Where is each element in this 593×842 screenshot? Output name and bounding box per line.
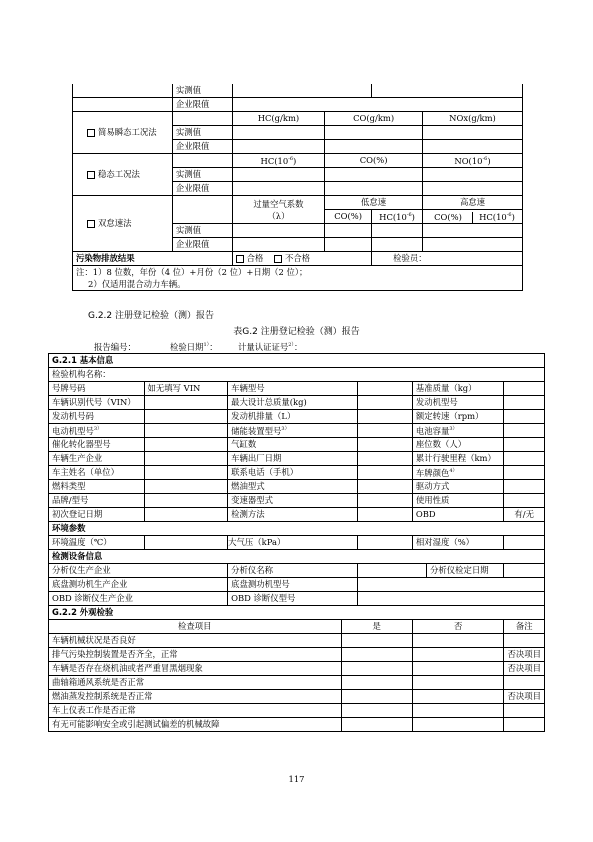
page-number: 117 xyxy=(288,774,305,784)
cert-number: 计量认证证号$^{2)}$： xyxy=(238,342,303,352)
table-row: 车辆生产企业 车辆出厂日期 累计行驶里程（km） xyxy=(49,452,545,466)
table-row: 车上仪表工作是否正常 xyxy=(49,704,545,718)
table-row: 曲轴箱通风系统是否正常 xyxy=(49,676,545,690)
table-row: 品牌/型号 变速器型式 使用性质 xyxy=(49,494,545,508)
low-idle-header: 低怠速 xyxy=(325,196,423,210)
section-title: G.2.2 注册登记检验（测）报告 xyxy=(88,311,215,321)
excess-air-header: 过量空气系数 （λ） xyxy=(232,196,325,224)
method-dual-idle: 双怠速法 xyxy=(73,196,173,252)
result-options: 合格 不合格 xyxy=(232,252,371,266)
visual-title: G.2.2 外观检验 xyxy=(49,606,545,620)
table-row: 有无可能影响安全或引起测试偏差的机械故障 xyxy=(49,718,545,732)
col-co-pct: CO(%) xyxy=(325,154,423,168)
table-notes: 注：1）8 位数，年份（4 位）+月份（2 位）+日期（2 位）； 2）仅适用混合动力车辆。 xyxy=(73,266,523,291)
result-label: 污染物排放结果 xyxy=(73,252,233,266)
measured-label: 实测值 xyxy=(172,84,232,98)
env-title: 环境参数 xyxy=(49,522,545,536)
table-row: 发动机号码 发动机排量（L） 额定转速（rpm） xyxy=(49,410,545,424)
registration-report-table: G.2.1 基本信息 检验机构名称： 号牌号码 如无填写 VIN 车辆型号 基准质量（kg） 车辆识别代号（VIN） 最大设计总质量(kg) 发动机型号 发动机号码 发动机排量（L） 额定转速（rpm） 电动机型号$^{3)}$ 储能装置型号$^{3)}$ 电池容量$^{3)}$ 催化转化器型号 气缸数 座位数（人） 车辆生产企业 车辆出厂日期 累计行驶里程（km） 车主姓名（单位） 联系电话（手机） 车牌颜色$^{4)}$ 燃料类型 燃油型式 驱动方式 品牌/型号 变速器型式 使用性质 初次登记日期 检测方法 OBD 有/无 环境参数 环境温度（℃） 大气压（kPa） 相对湿度（%） 检测设备信息 分析仪生产企业 分析仪名称 分析仪检定日期 底盘测功机生产企业 底盘测功机型号 OBD 诊断仪生产企业 OBD 诊断仪型号 G.2.2 外观检验 检查项目 是 否 备注 车辆机械状况是否良好 排气污染控制装置是否齐全，正常 否决项目 车辆是否存在烧机油或者严重冒黑烟现象 否决项目 曲轴箱通风系统是否正常 燃油蒸发控制系统是否正常 否决项目 车上仪表工作是否正常 有无可能影响安全或引起测试偏差的机械故障 xyxy=(48,353,545,732)
table-row: 初次登记日期 检测方法 OBD 有/无 xyxy=(49,508,545,522)
high-idle-header: 高怠速 xyxy=(423,196,523,210)
table-row: 燃油蒸发控制系统是否正常 否决项目 xyxy=(49,690,545,704)
table-row: 燃料类型 燃油型式 驱动方式 xyxy=(49,480,545,494)
checkbox[interactable] xyxy=(87,171,95,179)
agency-name: 检验机构名称： xyxy=(49,368,545,382)
table-row: 催化转化器型号 气缸数 座位数（人） xyxy=(49,438,545,452)
checkbox[interactable] xyxy=(87,220,95,228)
table-title: 表G.2 注册登记检验（测）报告 xyxy=(233,327,360,337)
table-row: 电动机型号$^{3)}$ 储能装置型号$^{3)}$ 电池容量$^{3)}$ xyxy=(49,424,545,438)
col-no-ppm: $NO(10^{-6})$ xyxy=(423,154,523,168)
checkbox[interactable] xyxy=(87,129,95,137)
limit-label: 企业限值 xyxy=(172,98,232,112)
table-row: 排气污染控制装置是否齐全，正常 否决项目 xyxy=(49,648,545,662)
fail-checkbox[interactable] xyxy=(274,255,282,263)
table-row: 号牌号码 如无填写 VIN 车辆型号 基准质量（kg） xyxy=(49,382,545,396)
inspection-date: 检验日期$^{1)}$： xyxy=(170,342,218,352)
emission-results-table: 实测值 企业限值 简易瞬态工况法 HC(g/km) CO(g/km) NOx(g/km) 实测值 企业限值 稳态工况法 $HC(10^{-6})$ CO(%) $NO(10^{-6})$ 实测值 企业限值 双怠速法 过量空气系数 （λ） 低怠速 高怠速 CO(%) $HC(10^{-6})$ CO(%) $HC(10^{-6})$ 实测值 企业限值 污染物排放结果 合格 不合格 检验员： 注：1）8 位数，年份（4 位）+月份（2 位）+日期（2 位）； 2）仅适用混合动力车辆。 xyxy=(72,84,523,291)
method-steady: 稳态工况法 xyxy=(73,154,173,196)
table-row: 车主姓名（单位） 联系电话（手机） 车牌颜色$^{4)}$ xyxy=(49,466,545,480)
col-nox: NOx(g/km) xyxy=(423,112,523,126)
table-row: 车辆是否存在烧机油或者严重冒黑烟现象 否决项目 xyxy=(49,662,545,676)
col-hc: HC(g/km) xyxy=(232,112,325,126)
inspector: 检验员： xyxy=(372,252,523,266)
col-co: CO(g/km) xyxy=(325,112,423,126)
pass-checkbox[interactable] xyxy=(236,255,244,263)
table-row: 车辆机械状况是否良好 xyxy=(49,634,545,648)
report-number: 报告编号： xyxy=(94,342,136,352)
basic-info-title: G.2.1 基本信息 xyxy=(49,354,545,368)
table-row: 车辆识别代号（VIN） 最大设计总质量(kg) 发动机型号 xyxy=(49,396,545,410)
method-instant: 简易瞬态工况法 xyxy=(73,112,173,154)
equip-title: 检测设备信息 xyxy=(49,550,545,564)
col-hc-ppm: $HC(10^{-6})$ xyxy=(232,154,325,168)
